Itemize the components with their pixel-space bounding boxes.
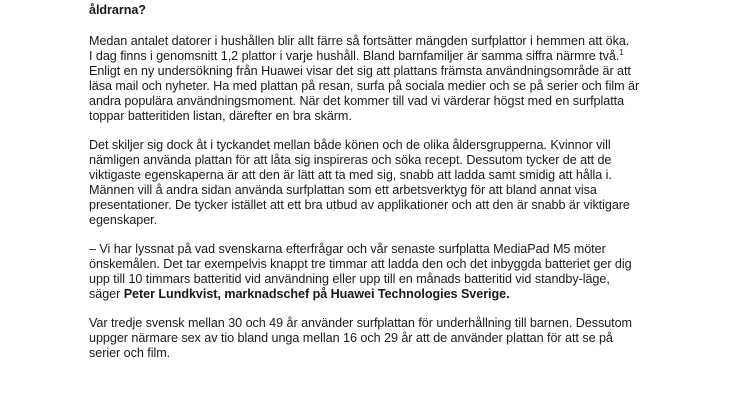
paragraph-line: Männen vill å andra sidan använda surfplattan som ett arbetsverktyg för att bland annat visa — [89, 183, 597, 197]
paragraph-line: uppger närmare sex av tio bland unga mellan 16 och 29 år att de använder plattan för att se på — [89, 331, 613, 345]
paragraph-line: – Vi har lyssnat på vad svenskarna efterfrågar och vår senaste surfplatta MediaPad M5 möter — [89, 242, 606, 256]
paragraph-3-quote — [89, 242, 689, 302]
paragraph-4 — [89, 316, 689, 361]
document-page — [89, 0, 689, 361]
quote-attribution: Peter Lundkvist, marknadschef på Huawei Technologies Sverige. — [123, 287, 510, 301]
paragraph-text: säger — [89, 287, 124, 301]
paragraph-line: serier och film. — [89, 346, 171, 360]
paragraph-text: I dag finns i genomsnitt 1,2 plattor i varje hushåll. Bland barnfamiljer är samma siffra närmre två. — [89, 49, 620, 63]
section-heading: åldrarna? — [89, 3, 146, 17]
paragraph-line: Det skiljer sig dock åt i tyckandet mellan både könen och de olika åldersgrupperna. Kvinnor vill — [89, 138, 611, 152]
paragraph-line: toppar batteritiden listan, därefter en bra skärm. — [89, 109, 352, 123]
paragraph-line: egenskaper. — [89, 213, 158, 227]
paragraph-1 — [89, 34, 689, 124]
paragraph-line: presentationer. De tycker istället att ett bra utbud av applikationer och att den är snabb är viktigare — [89, 198, 630, 212]
paragraph-line: upp till 10 timmars batteritid vid användning eller upp till en månads batteritid vid standby-läge, — [89, 272, 610, 286]
paragraph-line: önskemålen. Det tar exempelvis knappt tre timmar att ladda den och det inbyggda batteriet ger dig — [89, 257, 632, 271]
paragraph-line: Enligt en ny undersökning från Huawei visar det sig att plattans främsta användningsområde är att — [89, 64, 631, 78]
paragraph-line — [89, 287, 689, 302]
paragraph-line: nämligen använda plattan för att låta sig inspireras och söka recept. Dessutom tycker de att de — [89, 153, 612, 167]
paragraph-line: Medan antalet datorer i hushållen blir allt färre så fortsätter mängden surfplattor i hemmen att öka. — [89, 34, 630, 48]
paragraph-2 — [89, 138, 689, 228]
paragraph-line: viktigaste egenskaperna är att den är lätt att ta med sig, snabb att ladda samt smidig att hålla i. — [89, 168, 612, 182]
paragraph-line — [89, 49, 689, 64]
footnote-marker: 1 — [619, 48, 624, 57]
paragraph-line: andra populära användningsmoment. När det kommer till vad vi värderar högst med en surfplatta — [89, 94, 625, 108]
paragraph-line: Var tredje svensk mellan 30 och 49 år använder surfplattan för underhållning till barnen. Dessutom — [89, 316, 633, 330]
paragraph-line: läsa mail och nyheter. Ha med plattan på resan, surfa på sociala medier och se på serier och film är — [89, 79, 640, 93]
